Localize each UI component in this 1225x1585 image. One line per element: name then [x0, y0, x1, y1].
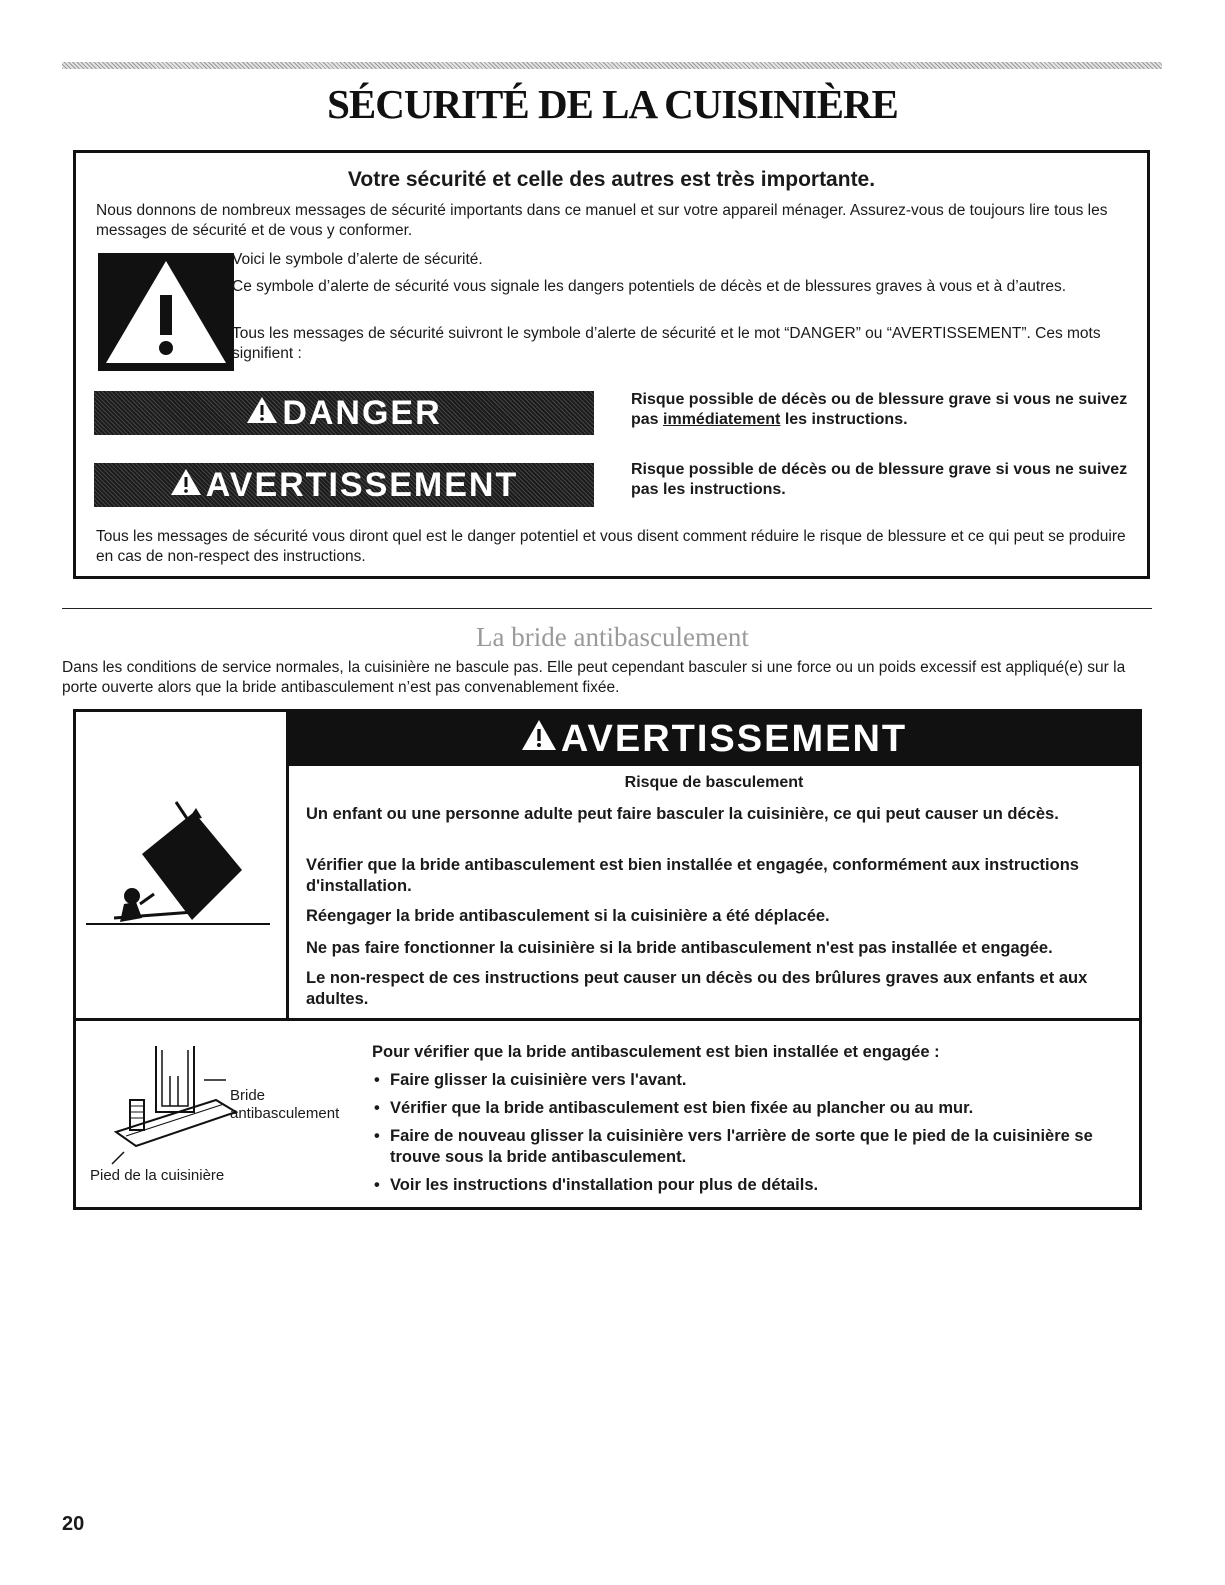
alert-triangle-icon: [521, 718, 557, 761]
list-item: • Vérifier que la bride antibasculement est bien fixée au plancher ou au mur.: [372, 1098, 1132, 1119]
check-title: Pour vérifier que la bride antibasculement est bien installée et engagée :: [372, 1043, 940, 1061]
danger-text-underlined: immédiatement: [663, 411, 781, 428]
danger-text-part-a: Risque possible de décès ou de blessure grave si vous ne suivez pas: [631, 391, 1128, 428]
danger-description: [631, 390, 1136, 430]
safety-outro: Tous les messages de sécurité vous diront quel est le danger potentiel et vous disent comment réduire le risque de blessure et ce qui peut se produire en cas de non-respect des instructions.: [96, 528, 1126, 565]
bracket-label-line1: Bride: [230, 1087, 266, 1104]
horizontal-divider: [76, 1018, 1139, 1021]
tipping-range-illustration: [84, 792, 274, 942]
check-list: [372, 1070, 1132, 1203]
alert-triangle-icon: [170, 466, 202, 505]
warning-line: Ne pas faire fonctionner la cuisinière si la bride antibasculement n'est pas installée et engagée.: [306, 939, 1053, 957]
symbol-line-1: Voici le symbole d’alerte de sécurité.: [232, 251, 483, 268]
danger-banner: [94, 391, 594, 435]
symbol-line-3: Tous les messages de sécurité suivront le symbole d’alerte de sécurité et le mot “DANGER” ou “AVERTISSEMENT”. Ces mots signifient :: [232, 325, 1101, 362]
warning-label: AVERTISSEMENT: [205, 465, 519, 504]
symbol-line-2: Ce symbole d’alerte de sécurité vous signale les dangers potentiels de décès et de blessures graves à vous et à d’autres.: [232, 278, 1067, 295]
list-item: • Faire glisser la cuisinière vers l'avant.: [372, 1070, 1132, 1091]
warning-line: Réengager la bride antibasculement si la cuisinière a été déplacée.: [306, 907, 830, 925]
warning-banner: [94, 463, 594, 507]
page-number: 20: [62, 1513, 85, 1535]
bracket-label-line2: antibasculement: [230, 1105, 340, 1122]
bracket-label: [230, 1087, 339, 1123]
top-decorative-rule: [62, 62, 1162, 69]
warning-line: Vérifier que la bride antibasculement est bien installée et engagée, conformément aux instructions d'installation.: [306, 856, 1079, 895]
list-item: • Faire de nouveau glisser la cuisinière vers l'arrière de sorte que le pied de la cuisinière se trouve sous la bride antibasculement.: [372, 1126, 1132, 1168]
warning-line: Un enfant ou une personne adulte peut faire basculer la cuisinière, ce qui peut causer un décès.: [306, 805, 1059, 823]
list-item: • Voir les instructions d'installation pour plus de détails.: [372, 1175, 1132, 1196]
alert-triangle-icon: [246, 394, 278, 433]
warning-line: Le non-respect de ces instructions peut causer un décès ou des brûlures graves aux enfants et aux adultes.: [306, 969, 1088, 1008]
tip-warning-box: [73, 709, 1142, 1210]
danger-text-part-b: les instructions.: [780, 411, 908, 428]
safety-info-box: [73, 150, 1150, 579]
section-divider: [62, 608, 1152, 609]
safety-heading: Votre sécurité et celle des autres est très importante.: [347, 168, 876, 191]
warning-header: [289, 712, 1139, 766]
warning-description: Risque possible de décès ou de blessure grave si vous ne suivez pas les instructions.: [631, 461, 1128, 498]
safety-intro: Nous donnons de nombreux messages de sécurité importants dans ce manuel et sur votre appareil ménager. Assurez-vous de toujours lire tous les messages de sécurité et de vous y conformer.: [96, 202, 1108, 239]
section-intro: Dans les conditions de service normales, la cuisinière ne bascule pas. Elle peut cependant basculer si une force ou un poids excessif est appliqué(e) sur la porte ouverte alors que la bride antibasculement n’est pas convenablement fixée.: [62, 659, 1126, 696]
foot-label: Pied de la cuisinière: [90, 1167, 225, 1184]
warning-header-label: AVERTISSEMENT: [560, 717, 908, 760]
warning-subtitle: Risque de basculement: [624, 774, 804, 791]
danger-label: DANGER: [282, 393, 442, 432]
page-title: SÉCURITÉ DE LA CUISINIÈRE: [327, 81, 898, 127]
section-title: La bride antibasculement: [476, 622, 749, 652]
alert-triangle-icon: [98, 253, 234, 371]
